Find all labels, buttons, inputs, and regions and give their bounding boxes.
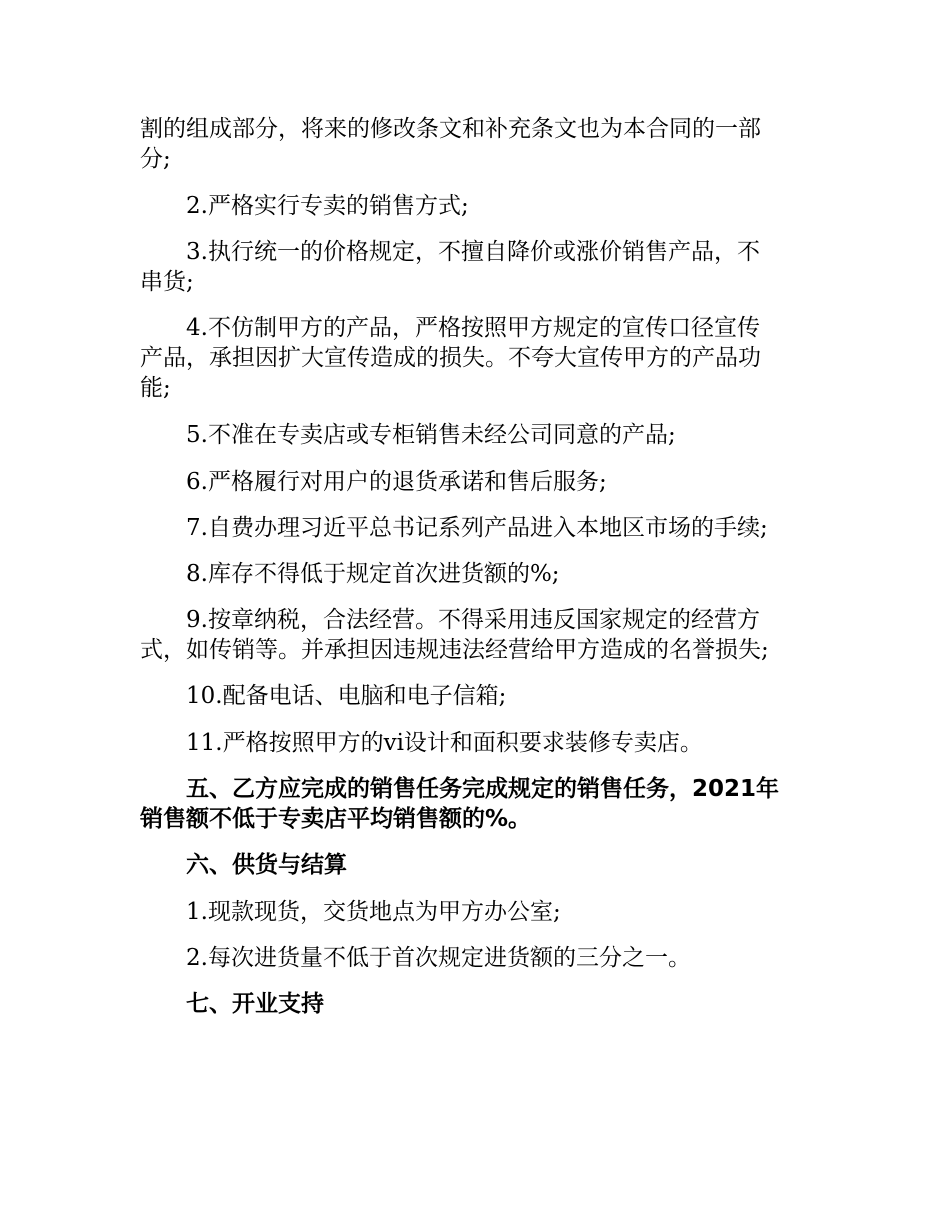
text-line: 分; [140, 146, 171, 172]
text-line: 6.严格履行对用户的退货承诺和售后服务; [186, 469, 607, 495]
text-line: 串货; [140, 269, 194, 295]
paragraph-item-4 [140, 313, 830, 403]
text-line: 10.配备电话、电脑和电子信箱; [186, 683, 507, 709]
text-line: 2.每次进货量不低于首次规定进货额的三分之一。 [186, 945, 691, 971]
text-line: 5.不准在专卖店或专柜销售未经公司同意的产品; [186, 422, 676, 448]
text-line: 式，如传销等。并承担因违规违法经营给甲方造成的名誉损失; [140, 637, 769, 663]
paragraph-item-5 [140, 420, 830, 450]
text-line: 能; [140, 375, 171, 401]
text-line: 11.严格按照甲方的vi设计和面积要求装修专卖店。 [186, 730, 703, 756]
paragraph-supply-2 [140, 943, 830, 973]
paragraph-item-11 [140, 728, 830, 758]
paragraph-item-10 [140, 681, 830, 711]
paragraph-item-7 [140, 513, 830, 543]
paragraph-clause-continuation [140, 114, 830, 174]
text-line: 产品，承担因扩大宣传造成的损失。不夸大宣传甲方的产品功 [140, 345, 761, 371]
text-line: 五、乙方应完成的销售任务完成规定的销售任务，2021年 [186, 776, 780, 802]
paragraph-supply-1 [140, 897, 830, 927]
text-line: 3.执行统一的价格规定，不擅自降价或涨价销售产品，不 [186, 239, 760, 265]
text-line: 4.不仿制甲方的产品，严格按照甲方规定的宣传口径宣传 [186, 315, 760, 341]
text-line: 销售额不低于专卖店平均销售额的%。 [140, 806, 532, 832]
text-line: 9.按章纳税，合法经营。不得采用违反国家规定的经营方 [186, 607, 760, 633]
paragraph-item-8 [140, 559, 830, 589]
section-heading-6 [140, 850, 830, 880]
paragraph-item-6 [140, 467, 830, 497]
paragraph-item-3 [140, 237, 830, 297]
section-heading-5 [140, 774, 830, 834]
paragraph-item-9 [140, 605, 830, 665]
text-line: 8.库存不得低于规定首次进货额的%; [186, 561, 560, 587]
text-line: 2.严格实行专卖的销售方式; [186, 193, 469, 219]
section-heading-7 [140, 989, 830, 1019]
text-line: 7.自费办理习近平总书记系列产品进入本地区市场的手续; [186, 515, 768, 541]
text-line: 七、开业支持 [186, 991, 324, 1017]
text-line: 割的组成部分，将来的修改条文和补充条文也为本合同的一部 [140, 116, 761, 142]
text-line: 六、供货与结算 [186, 852, 347, 878]
text-line: 1.现款现货，交货地点为甲方办公室; [186, 899, 561, 925]
paragraph-item-2 [140, 191, 830, 221]
